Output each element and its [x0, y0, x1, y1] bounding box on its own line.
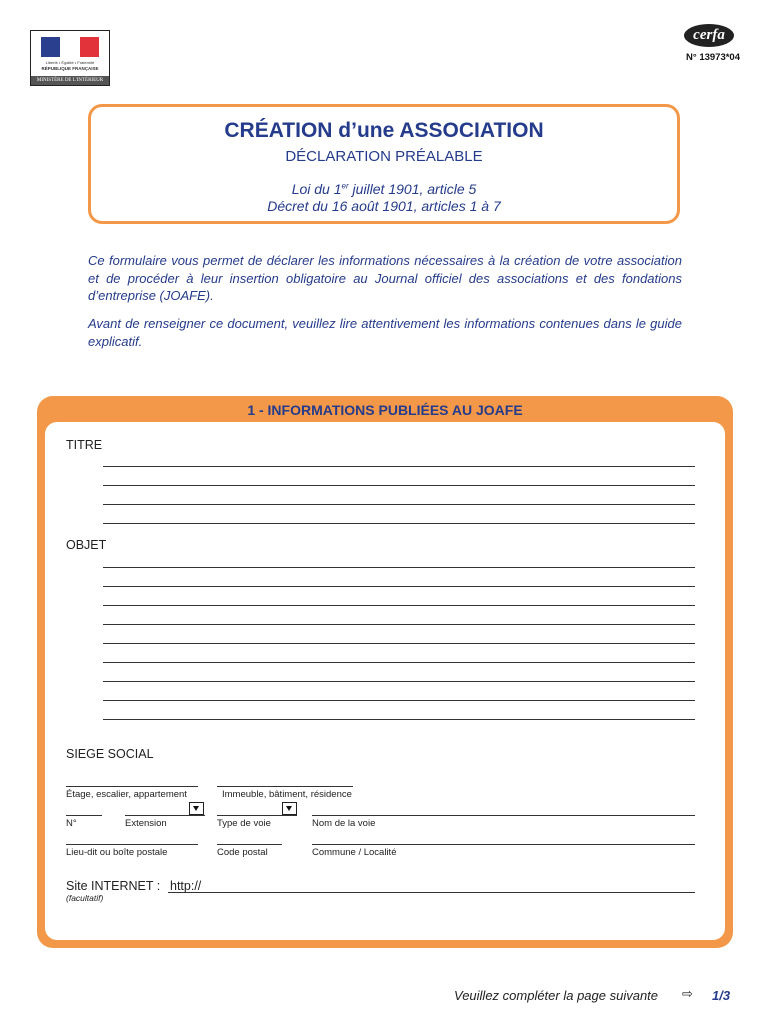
commune-field[interactable]: [312, 844, 695, 845]
objet-line[interactable]: [103, 605, 695, 606]
site-field[interactable]: [168, 892, 695, 893]
chevron-down-icon[interactable]: [189, 802, 204, 815]
intro-paragraph: Ce formulaire vous permet de déclarer les informations nécessaires à la création de votre association et de procéder à leur insertion obligatoire au Journal officiel des associations et des fondations d’entreprise (JOAFE).: [88, 253, 682, 303]
footer-next-page: Veuillez compléter la page suivante: [454, 988, 659, 1003]
cerfa-number: N° 13973*04: [686, 52, 740, 63]
section-content: [45, 422, 725, 940]
extension-field[interactable]: [125, 815, 205, 816]
site-label: Site INTERNET :: [66, 879, 161, 893]
lieu-dit-field[interactable]: [66, 844, 198, 845]
extension-label: Extension: [125, 818, 167, 829]
objet-line[interactable]: [103, 643, 695, 644]
chevron-down-icon[interactable]: [282, 802, 297, 815]
site-note: (facultatif): [66, 893, 104, 903]
page-title: CRÉATION d’une ASSOCIATION: [224, 119, 544, 142]
cerfa-logo: cerfa: [684, 24, 734, 47]
code-postal-field[interactable]: [217, 844, 282, 845]
objet-line[interactable]: [103, 700, 695, 701]
page-subtitle: DÉCLARATION PRÉALABLE: [285, 148, 483, 165]
objet-line[interactable]: [103, 662, 695, 663]
numero-field[interactable]: [66, 815, 102, 816]
site-value: http://: [170, 879, 202, 893]
type-voie-field[interactable]: [217, 815, 297, 816]
objet-line[interactable]: [103, 567, 695, 568]
arrow-right-icon: ⇨: [682, 986, 693, 1001]
page-number: 1/3: [712, 988, 731, 1003]
immeuble-field[interactable]: [217, 786, 353, 787]
lieu-dit-label: Lieu-dit ou boîte postale: [66, 847, 168, 858]
logo-ministry: MINISTÈRE DE L'INTÉRIEUR: [31, 76, 109, 85]
siege-label: SIEGE SOCIAL: [66, 747, 154, 761]
nom-voie-label: Nom de la voie: [312, 818, 376, 829]
guide-paragraph: Avant de renseigner ce document, veuillez lire attentivement les informations contenues dans le guide explicatif.: [88, 316, 682, 349]
titre-line[interactable]: [103, 485, 695, 486]
objet-label: OBJET: [66, 538, 107, 552]
etage-field[interactable]: [66, 786, 198, 787]
code-postal-label: Code postal: [217, 847, 268, 858]
section-title: 1 - INFORMATIONS PUBLIÉES AU JOAFE: [247, 402, 523, 418]
titre-label: TITRE: [66, 438, 103, 452]
type-voie-label: Type de voie: [217, 818, 271, 829]
commune-label: Commune / Localité: [312, 847, 397, 858]
section-joafe: [37, 396, 733, 948]
law-reference: Loi du 1er juillet 1901, article 5: [291, 181, 477, 197]
titre-line[interactable]: [103, 504, 695, 505]
logo-motto: Liberté • Égalité • Fraternité: [45, 60, 95, 65]
etage-label: Étage, escalier, appartement: [66, 789, 187, 800]
objet-line[interactable]: [103, 681, 695, 682]
titre-line[interactable]: [103, 523, 695, 524]
immeuble-label: Immeuble, bâtiment, résidence: [222, 789, 352, 800]
titre-line[interactable]: [103, 466, 695, 467]
objet-line[interactable]: [103, 624, 695, 625]
ministry-logo: [30, 30, 110, 86]
numero-label: N°: [66, 818, 77, 829]
objet-line[interactable]: [103, 586, 695, 587]
objet-line[interactable]: [103, 719, 695, 720]
decree-reference: Décret du 16 août 1901, articles 1 à 7: [267, 198, 501, 214]
flag-icon: [41, 37, 99, 57]
nom-voie-field[interactable]: [312, 815, 695, 816]
header-box: [88, 104, 680, 224]
logo-republic: RÉPUBLIQUE FRANÇAISE: [41, 66, 99, 71]
